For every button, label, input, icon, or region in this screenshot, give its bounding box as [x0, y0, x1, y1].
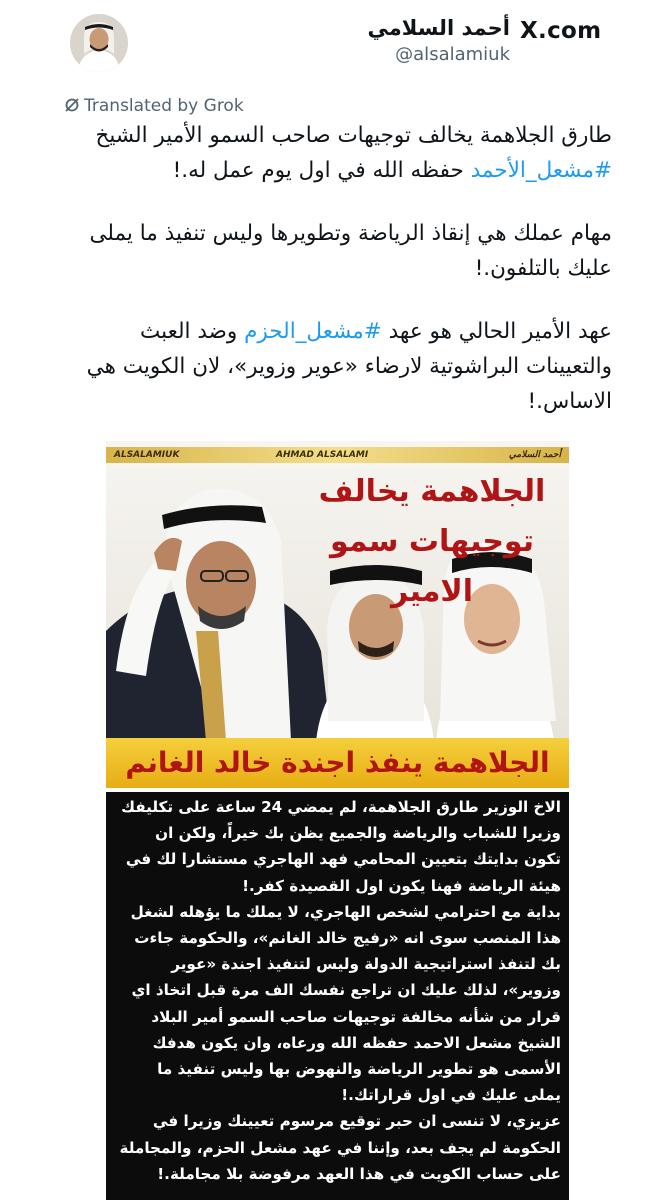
headline-line-1: الجلاهمة يخالف: [318, 474, 546, 509]
site-label: X.com: [520, 18, 602, 44]
article-paragraph: بداية مع احترامي لشخص الهاجري، لا يملك ما يؤهله لشغل هذا المنصب سوى انه «رفيج خالد الغانم»، والحكومة جاءت بك لتنفذ استراتيجية الدولة وليس لتنفيذ اجندة «عوير وزوير»، لذلك عليك ان تراجع نفسك الف مرة قبل اتخاذ اي قرار من شأنه مخالفة توجيهات صاحب السمو أمير البلاد الشيخ مشعل الاحمد حفظه الله ورعاه، وان يكون هدفك الأسمى هو تطوير الرياضة والنهوض بها وليس تنفيذ ما يملى عليك في اول قراراتك.!: [130, 902, 561, 1105]
article-paragraph: عزيزي، لا تنسى ان حبر توقيع مرسوم تعيينك وزيرا في الحكومة لم يجف بعد، وإننا في عهد مشعل الحزم، والمجاملة على حساب الكويت في هذا العهد مرفوضة بلا مجاملة.!: [119, 1112, 561, 1183]
tweet-paragraph: [52, 314, 612, 419]
article-paragraph: الاخ الوزير طارق الجلاهمة، لم يمضي 24 ساعة على تكليفك وزيرا للشباب والرياضة والجميع يظن بك خيراً، ولكن ان تكون بدايتك بتعيين المحامي فهد الهاجري مستشارا لك في هيئة الرياضة فهنا يكون اول القصيدة كفر.!: [121, 798, 561, 895]
tweet-text-segment: وضد العبث والتعيينات البراشوتية لارضاء «عوير وزوير»، لان الكويت هي الاساس.!: [86, 319, 612, 414]
tweet-paragraph: مهام عملك هي إنقاذ الرياضة وتطويرها وليس تنفيذ ما يملى عليك بالتلفون.!: [89, 221, 612, 281]
hashtag-link[interactable]: #مشعل_الأحمد: [470, 158, 612, 183]
tweet-text-segment: حفظه الله في اول يوم عمل له.!: [172, 158, 471, 183]
post-image[interactable]: [106, 441, 569, 1200]
tweet-text: [52, 118, 612, 447]
poster-label-left: ALSALAMIUK: [114, 450, 180, 460]
avatar[interactable]: [70, 14, 128, 72]
translated-text: Translated by Grok: [84, 96, 244, 116]
post-header: [0, 0, 658, 90]
poster-photo-area: [106, 441, 569, 741]
tweet-text-segment: عهد الأمير الحالي هو عهد: [381, 319, 612, 344]
poster-top-bar: [106, 447, 569, 463]
grok-icon: [64, 97, 80, 113]
tweet-text-segment: طارق الجلاهمة يخالف توجيهات صاحب السمو الأمير الشيخ: [95, 123, 612, 148]
user-handle[interactable]: @alsalamiuk: [395, 44, 510, 65]
display-name[interactable]: أحمد السلامي: [367, 16, 510, 40]
headline-line-2: توجيهات سمو الامير: [329, 524, 535, 609]
poster-label-center: AHMAD ALSALAMI: [276, 450, 369, 460]
poster-headline: [307, 467, 557, 617]
poster-article: [106, 792, 569, 1200]
poster-label-right: أحمد السلامي: [508, 450, 561, 460]
translated-by-label[interactable]: [64, 96, 244, 116]
tweet-paragraph: [52, 118, 612, 188]
user-info: [368, 16, 511, 65]
hashtag-link[interactable]: #مشعل_الحزم: [244, 319, 382, 344]
poster-banner: الجلاهمة ينفذ اجندة خالد الغانم: [106, 738, 569, 788]
